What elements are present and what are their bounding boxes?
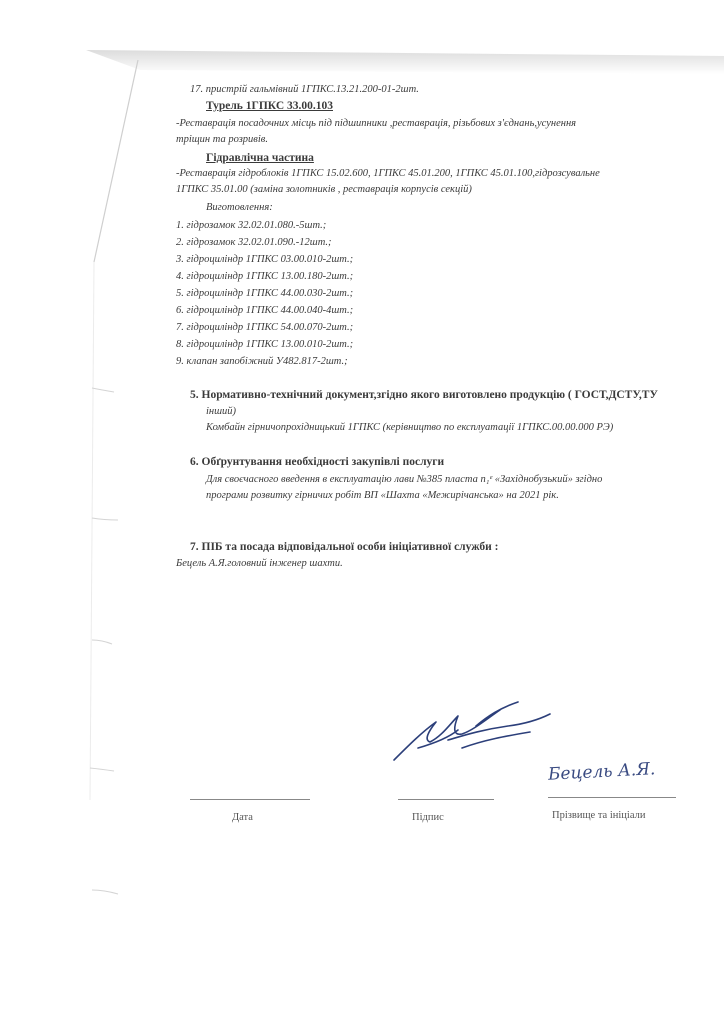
handwritten-signature xyxy=(388,696,558,768)
date-caption: Дата xyxy=(232,812,253,823)
list-item: 3. гідроциліндр 1ГПКС 03.00.010-2шт.; xyxy=(176,254,354,265)
turret-text-line-1: -Реставрація посадочних місць під підшипники ,реставрація, різьбових з'єднань,усунення xyxy=(176,118,577,129)
handwritten-name: Бецель А.Я. xyxy=(547,759,656,785)
section-7-heading: 7. ПІБ та посада відповідальної особи ініціативної служби : xyxy=(190,541,499,553)
list-item: 1. гідрозамок 32.02.01.080.-5шт.; xyxy=(176,220,327,231)
turret-heading: Турель 1ГПКС 33.00.103 xyxy=(206,100,333,112)
name-caption: Прізвище та ініціали xyxy=(552,810,646,821)
hydraulic-text-line-1: -Реставрація гідроблоків 1ГПКС 15.02.600, 1ГПКС 45.01.200, 1ГПКС 45.01.100,гідрозсувальне xyxy=(176,168,600,179)
hydraulic-heading: Гідравлічна частина xyxy=(206,152,314,164)
date-line xyxy=(190,799,310,800)
section-5-heading-line-1: 5. Нормативно-технічний документ,згідно якого виготовлено продукцію ( ГОСТ,ДСТУ,ТУ xyxy=(190,389,658,401)
hydraulic-text-line-2: 1ГПКС 35.01.00 (заміна золотників , реставрація корпусів секцій) xyxy=(176,184,472,195)
signature-caption: Підпис xyxy=(412,812,444,823)
name-line xyxy=(548,797,676,798)
list-item: 7. гідроциліндр 1ГПКС 54.00.070-2шт.; xyxy=(176,322,354,333)
section-6-text-line-2: програми розвитку гірничих робіт ВП «Шахта «Межирічанська» на 2021 рік. xyxy=(206,490,559,501)
list-item: 5. гідроциліндр 1ГПКС 44.00.030-2шт.; xyxy=(176,288,354,299)
list-item: 6. гідроциліндр 1ГПКС 44.00.040-4шт.; xyxy=(176,305,354,316)
signature-line xyxy=(398,799,494,800)
section-6-text-line-1: Для своєчасного введення в експлуатацію лави №385 пласта n₁ᵉ «Західнобузький» згідно xyxy=(206,474,603,485)
section-6-heading: 6. Обґрунтування необхідності закупівлі послуги xyxy=(190,456,445,468)
manufacturing-label: Виготовлення: xyxy=(206,202,273,213)
list-item: 2. гідрозамок 32.02.01.090.-12шт.; xyxy=(176,237,332,248)
list-item: 9. клапан запобіжний У482.817-2шт.; xyxy=(176,356,348,367)
list-item: 8. гідроциліндр 1ГПКС 13.00.010-2шт.; xyxy=(176,339,354,350)
section-5-heading-line-2: інший) xyxy=(206,406,237,417)
section-5-text: Комбайн гірничопрохідницький 1ГПКС (керівництво по експлуатації 1ГПКС.00.00.000 РЭ) xyxy=(206,422,614,433)
turret-text-line-2: тріщин та розривів. xyxy=(176,134,268,145)
item-17: 17. пристрій гальмівний 1ГПКС.13.21.200-01-2шт. xyxy=(190,84,419,95)
list-item: 4. гідроциліндр 1ГПКС 13.00.180-2шт.; xyxy=(176,271,354,282)
section-7-text: Бецель А.Я.головний інженер шахти. xyxy=(176,558,343,569)
